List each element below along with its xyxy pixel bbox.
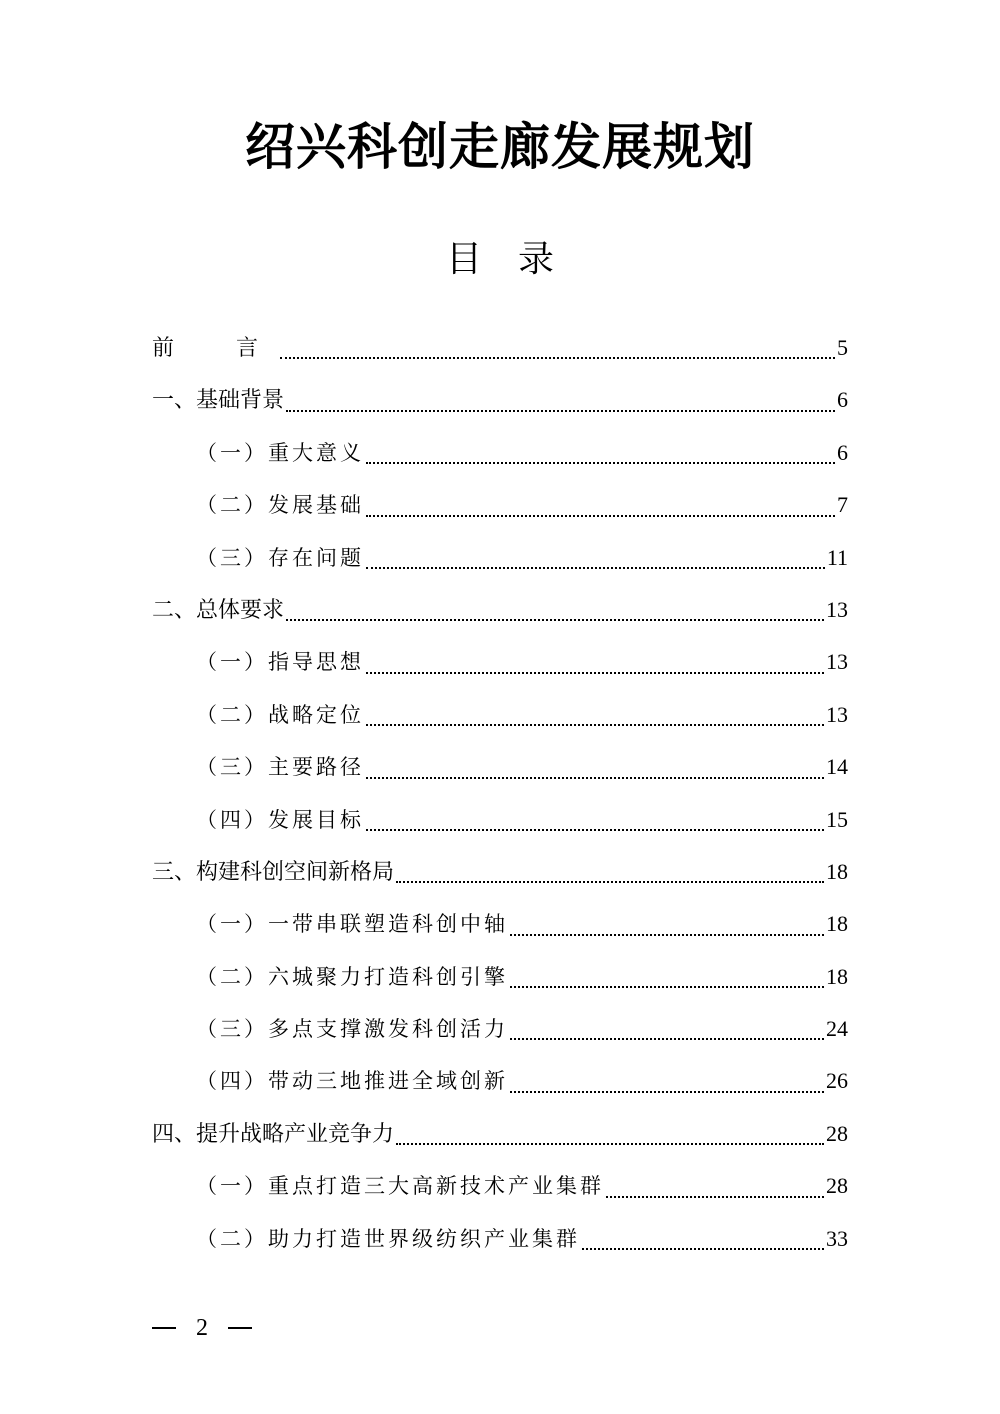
toc-entry-page-number: 13 [826, 649, 848, 675]
toc-section-entry[interactable] [152, 898, 848, 950]
dot-leader [366, 515, 835, 517]
toc-entry-page-number: 18 [826, 911, 848, 937]
dot-leader [366, 777, 824, 779]
toc-section-entry[interactable] [152, 741, 848, 793]
toc-entry-page-number: 14 [826, 754, 848, 780]
toc-section-entry[interactable] [152, 1160, 848, 1212]
dot-leader [606, 1196, 824, 1198]
dot-leader [582, 1248, 824, 1250]
toc-entry-label: （一）指导思想 [196, 650, 364, 675]
toc-entry-label: （一）重点打造三大高新技术产业集群 [196, 1174, 604, 1199]
page-number: 2 [196, 1314, 208, 1341]
toc-entry-label: （二）助力打造世界级纺织产业集群 [196, 1226, 580, 1251]
toc-chapter-entry[interactable] [152, 374, 848, 426]
toc-entry-page-number: 18 [826, 963, 848, 989]
dot-leader [396, 881, 824, 883]
toc-section-entry[interactable] [152, 1213, 848, 1265]
dot-leader [366, 567, 825, 569]
toc-entry-label: （二）战略定位 [196, 702, 364, 727]
toc-entry-label: （二）发展基础 [196, 493, 364, 518]
toc-entry-label: 一、基础背景 [152, 388, 285, 414]
dot-leader [510, 1038, 824, 1040]
toc-entry-label: （三）多点支撑激发科创活力 [196, 1017, 508, 1042]
toc-entry-page-number: 26 [826, 1068, 848, 1094]
toc-entry-page-number: 13 [826, 596, 848, 622]
dot-leader [510, 986, 824, 988]
toc-entry-label: （四）发展目标 [196, 807, 364, 832]
toc-entry-label: 三、构建科创空间新格局 [152, 859, 395, 885]
toc-section-entry[interactable] [152, 427, 848, 479]
toc-section-entry[interactable] [152, 794, 848, 846]
dot-leader [396, 1143, 824, 1145]
toc-entry-page-number: 18 [826, 858, 848, 884]
toc-entry-page-number: 28 [826, 1173, 848, 1199]
toc-entry-label: 四、提升战略产业竞争力 [152, 1121, 395, 1147]
toc-entry-label: （二）六城聚力打造科创引擎 [196, 964, 508, 989]
toc-entry-label: 二、总体要求 [152, 597, 285, 623]
toc-entry-page-number: 11 [826, 544, 848, 570]
toc-chapter-entry[interactable] [152, 584, 848, 636]
toc-section-entry[interactable] [152, 532, 848, 584]
toc-chapter-entry[interactable] [152, 322, 848, 374]
dot-leader [510, 934, 824, 936]
toc-section-entry[interactable] [152, 1003, 848, 1055]
toc-entry-label: （三）存在问题 [196, 545, 364, 570]
toc-entry-page-number: 15 [826, 806, 848, 832]
toc-entry-page-number: 7 [837, 492, 848, 518]
toc-entry-page-number: 13 [826, 701, 848, 727]
dot-leader [286, 619, 824, 621]
table-of-contents [152, 322, 848, 1265]
document-title: 绍兴科创走廊发展规划 [245, 118, 755, 176]
toc-entry-page-number: 24 [826, 1016, 848, 1042]
toc-entry-label: （一）重大意义 [196, 440, 364, 465]
toc-entry-page-number: 6 [837, 387, 848, 413]
toc-section-entry[interactable] [152, 636, 848, 688]
toc-entry-label: （三）主要路径 [196, 755, 364, 780]
toc-entry-page-number: 33 [826, 1225, 848, 1251]
dot-leader [366, 724, 824, 726]
dot-leader [366, 462, 835, 464]
toc-entry-label: （一）一带串联塑造科创中轴 [196, 912, 508, 937]
toc-entry-page-number: 6 [837, 439, 848, 465]
dot-leader [286, 410, 835, 412]
toc-section-entry[interactable] [152, 951, 848, 1003]
toc-heading: 目 录 [445, 239, 554, 280]
toc-section-entry[interactable] [152, 479, 848, 531]
dot-leader [510, 1091, 824, 1093]
dot-leader [366, 672, 824, 674]
dot-leader [366, 829, 824, 831]
toc-entry-page-number: 28 [826, 1120, 848, 1146]
toc-section-entry[interactable] [152, 1055, 848, 1107]
footer-dash-right [228, 1327, 252, 1329]
page-footer [152, 1310, 252, 1346]
toc-chapter-entry[interactable] [152, 846, 848, 898]
dot-leader [280, 357, 835, 359]
toc-entry-page-number: 5 [837, 335, 848, 360]
toc-chapter-entry[interactable] [152, 1108, 848, 1160]
footer-dash-left [152, 1327, 176, 1329]
toc-section-entry[interactable] [152, 689, 848, 741]
toc-entry-label: （四）带动三地推进全域创新 [196, 1069, 508, 1094]
toc-entry-label: 前 言 [152, 336, 279, 361]
